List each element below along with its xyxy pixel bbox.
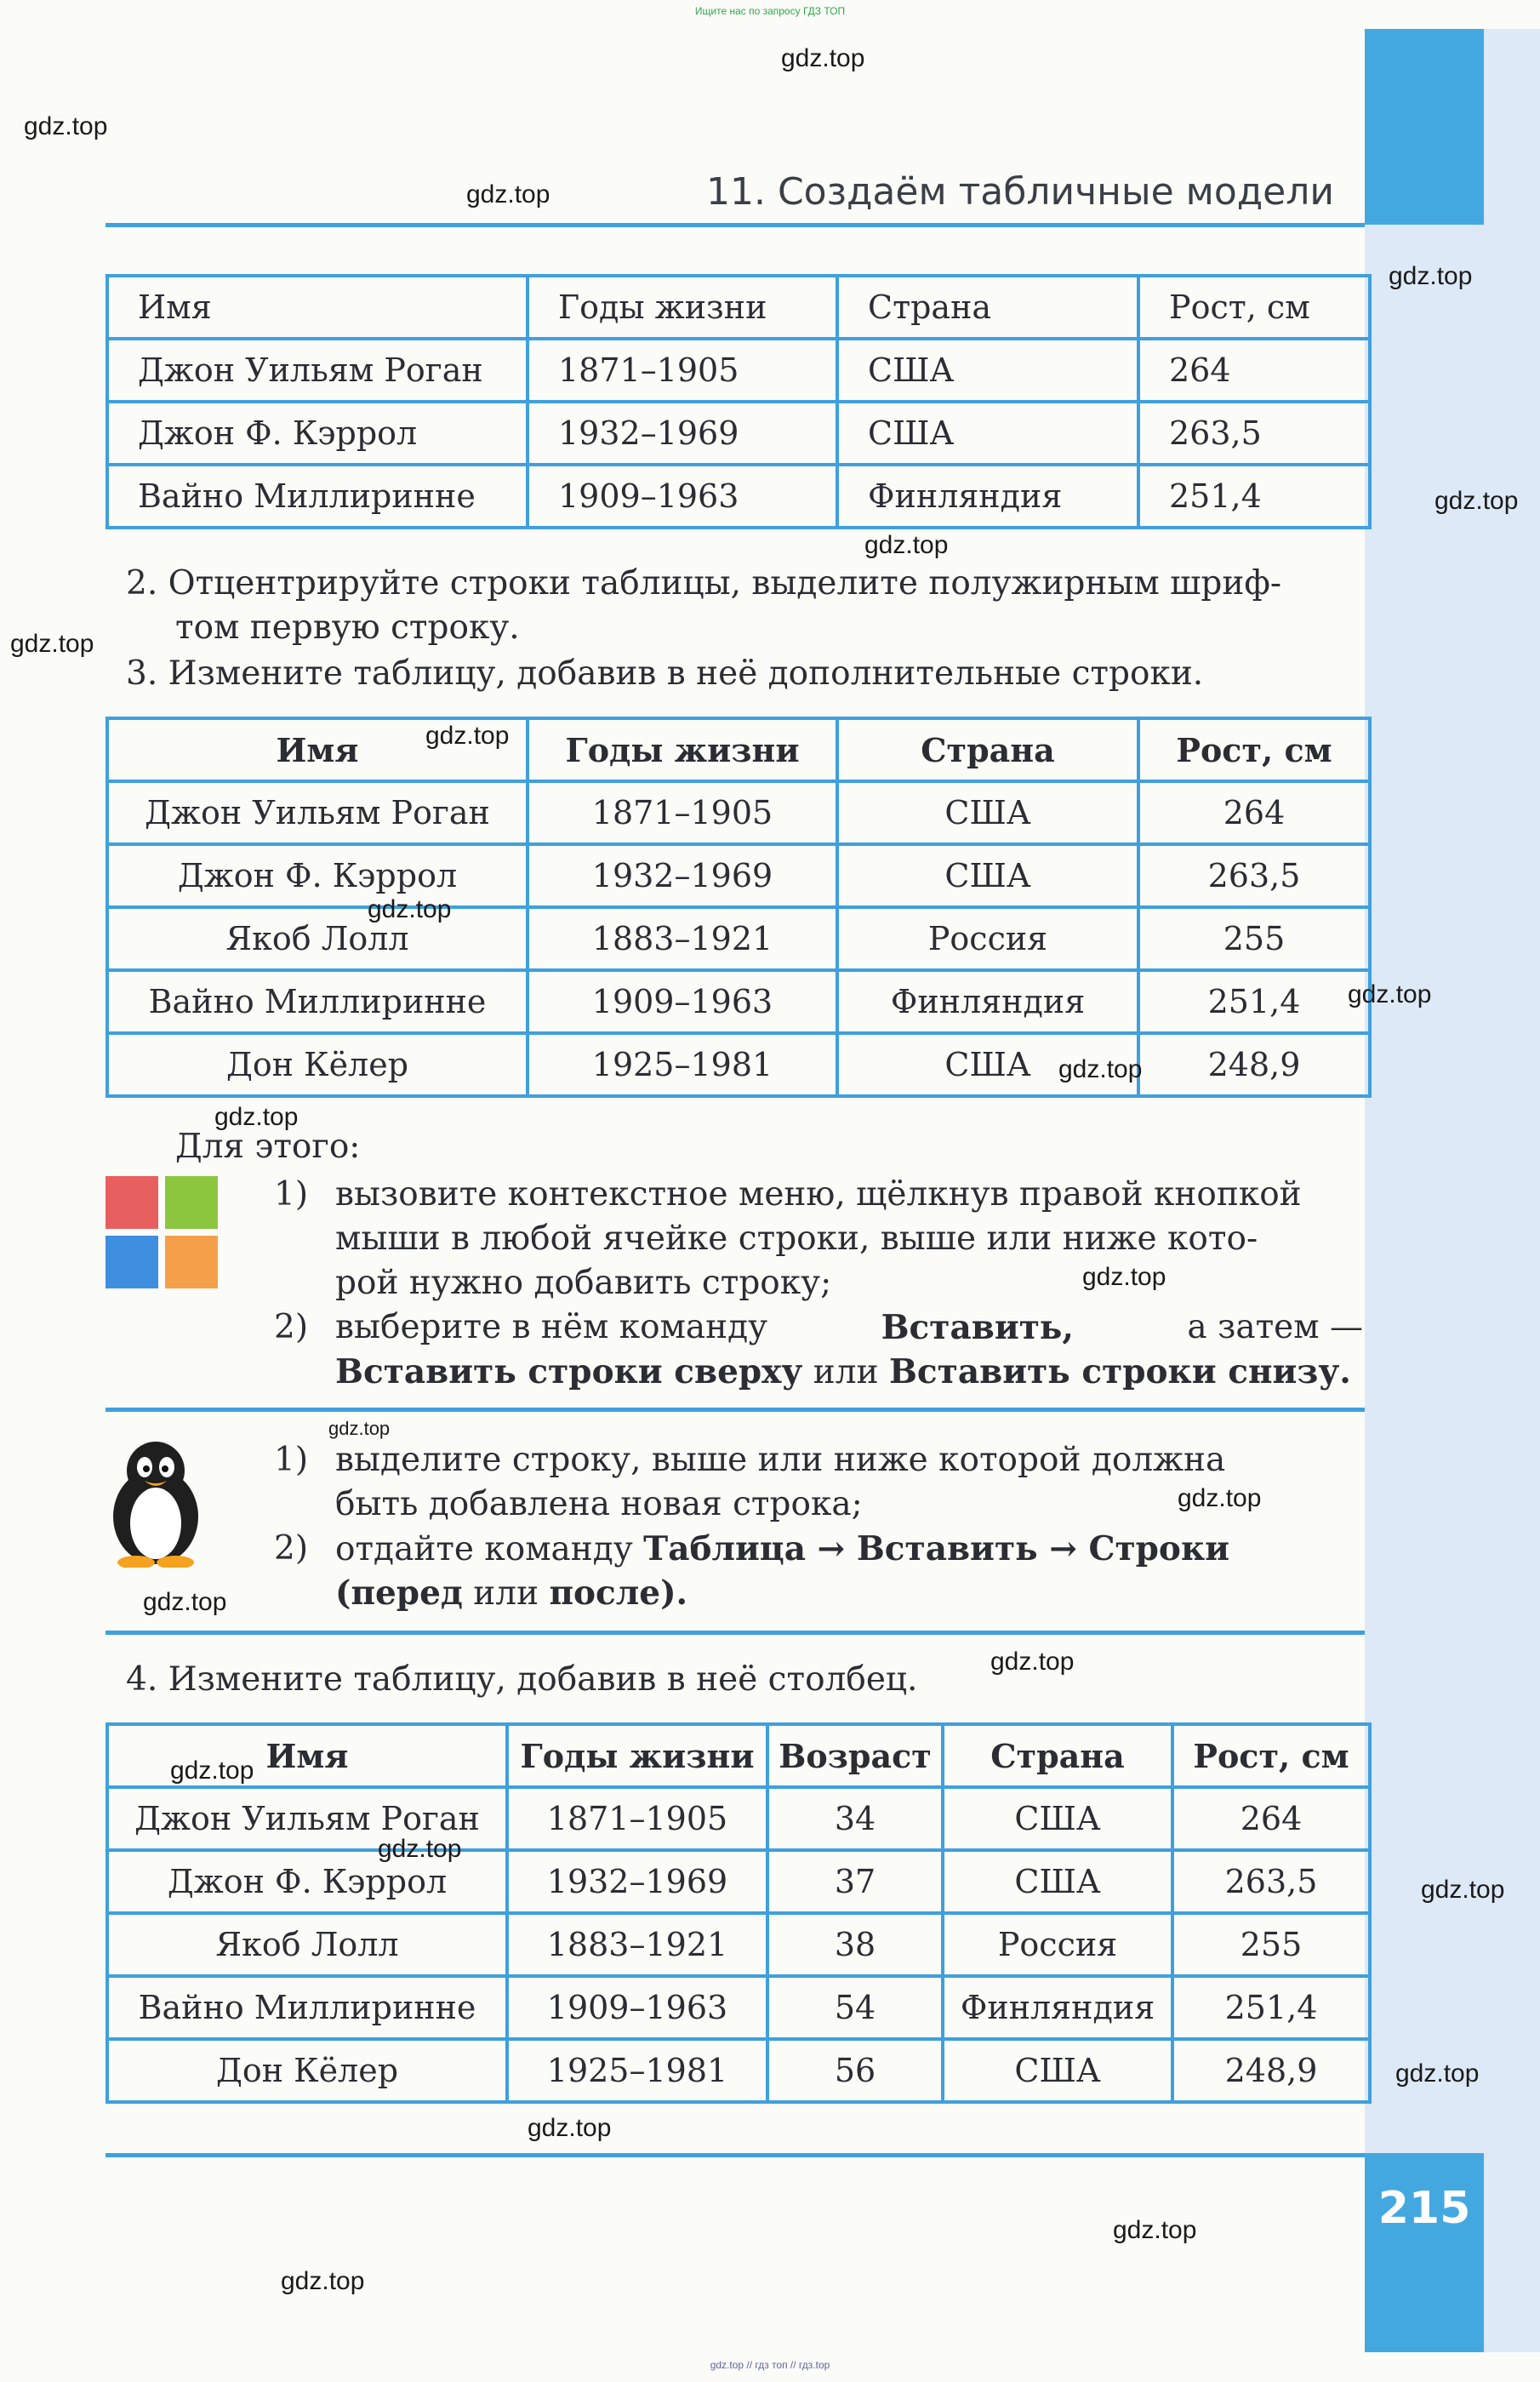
table-3-header (107, 1724, 1370, 1787)
table-cell: 251,4 (1172, 1976, 1370, 2039)
table-1 (106, 274, 1372, 529)
table-cell: 1925–1981 (507, 2039, 767, 2102)
linux-step-1-number: 1) (274, 1441, 309, 1479)
windows-step-1-line-2: мыши в любой ячейке строки, выше или ниже кото- (335, 1220, 1258, 1258)
table-cell: 263,5 (1172, 1850, 1370, 1913)
watermark: gdz.top (466, 180, 550, 208)
table-cell: 1883–1921 (528, 907, 837, 970)
table-row (107, 402, 1370, 465)
linux-step-1-line-2: быть добавлена новая строка; (335, 1485, 863, 1523)
table-cell: Джон Ф. Кэррол (107, 1850, 507, 1913)
linux-or: или (473, 1574, 539, 1613)
table-cell: 264 (1138, 781, 1370, 844)
table-3-header-cell: Возраст (767, 1724, 943, 1787)
watermark: gdz.top (781, 44, 865, 72)
table-row (107, 1976, 1370, 2039)
table-cell: США (837, 339, 1138, 402)
table-cell: 255 (1138, 907, 1370, 970)
step-2-line-1: 2. Отцентрируйте строки таблицы, выделите полужирным шриф- (126, 564, 1282, 603)
table-cell: Вайно Миллиринне (107, 1976, 507, 2039)
watermark: gdz.top (281, 2267, 365, 2295)
linux-step-2-number: 2) (274, 1529, 309, 1568)
table-cell: 1871–1905 (507, 1787, 767, 1850)
windows-step-2-insert: Вставить, (881, 1308, 1074, 1347)
table-cell: Джон Ф. Кэррол (107, 402, 528, 465)
table-1-header-cell: Рост, см (1138, 276, 1370, 339)
table-row (107, 339, 1370, 402)
table-3-header-cell: Годы жизни (507, 1724, 767, 1787)
table-cell: Вайно Миллиринне (107, 465, 528, 528)
linux-menu-path: Таблица → Вставить → Строки (643, 1529, 1230, 1568)
table-cell: 1909–1963 (507, 1976, 767, 2039)
watermark: gdz.top (328, 1418, 391, 1439)
windows-insert-below: Вставить строки снизу. (888, 1352, 1351, 1391)
watermark: gdz.top (24, 112, 108, 140)
chapter-tab (1365, 29, 1484, 225)
table-cell: 1909–1963 (528, 970, 837, 1033)
windows-step-2-then: а затем — (1187, 1308, 1363, 1346)
table-cell: 263,5 (1138, 402, 1370, 465)
watermark: gdz.top (378, 1835, 462, 1863)
table-1-header (107, 276, 1370, 339)
table-2 (106, 717, 1372, 1098)
table-1-header-cell: Имя (107, 276, 528, 339)
table-cell: 251,4 (1138, 465, 1370, 528)
header-rule (106, 223, 1365, 227)
watermark: gdz.top (990, 1648, 1075, 1676)
table-row (107, 2039, 1370, 2102)
table-2-header-cell: Годы жизни (528, 718, 837, 781)
table-cell: 1883–1921 (507, 1913, 767, 1976)
watermark: gdz.top (1082, 1263, 1166, 1291)
windows-logo-orange (165, 1236, 218, 1288)
table-cell: Джон Уильям Роган (107, 1787, 507, 1850)
table-cell: 1925–1981 (528, 1033, 837, 1096)
watermark: gdz.top (1113, 2216, 1197, 2244)
table-cell: 255 (1172, 1913, 1370, 1976)
watermark: gdz.top (425, 722, 510, 750)
watermark: gdz.top (1434, 487, 1519, 515)
step-2-line-2: том первую строку. (175, 608, 520, 647)
windows-logo-icon (106, 1176, 225, 1295)
watermark: gdz.top (214, 1103, 299, 1131)
penguin-icon (100, 1438, 211, 1568)
table-row (107, 970, 1370, 1033)
table-cell: 248,9 (1172, 2039, 1370, 2102)
table-cell: Россия (837, 907, 1138, 970)
windows-step-1-line-3: рой нужно добавить строку; (335, 1264, 832, 1302)
table-cell: 263,5 (1138, 844, 1370, 907)
table-cell: США (837, 844, 1138, 907)
table-3-header-cell: Страна (943, 1724, 1172, 1787)
table-cell: 1932–1969 (507, 1850, 767, 1913)
linux-step-2-line-2 (335, 1571, 687, 1616)
linux-step-2-line-1 (335, 1527, 1229, 1572)
table-cell: Вайно Миллиринне (107, 970, 528, 1033)
table-cell: Дон Кёлер (107, 2039, 507, 2102)
table-cell: США (837, 781, 1138, 844)
step-4: 4. Измените таблицу, добавив в неё столбец. (126, 1660, 918, 1699)
table-cell: Финляндия (837, 970, 1138, 1033)
table-cell: 54 (767, 1976, 943, 2039)
windows-logo-green (165, 1176, 218, 1229)
table-cell: Якоб Лолл (107, 907, 528, 970)
table-cell: 1871–1905 (528, 339, 837, 402)
watermark: gdz.top (368, 895, 452, 923)
page-number: 215 (1377, 2183, 1471, 2234)
table-row (107, 844, 1370, 907)
windows-step-1-line-1: вызовите контекстное меню, щёлкнув правой кнопкой (335, 1175, 1302, 1214)
footer-rule (106, 2153, 1365, 2157)
table-cell: Финляндия (837, 465, 1138, 528)
top-link[interactable]: Ищите нас по запросу ГДЗ ТОП (694, 5, 846, 17)
table-cell: 56 (767, 2039, 943, 2102)
windows-step-2-number: 2) (274, 1308, 309, 1346)
watermark: gdz.top (143, 1588, 227, 1616)
table-cell: 1932–1969 (528, 402, 837, 465)
os-divider-2 (106, 1631, 1365, 1635)
table-cell: 37 (767, 1850, 943, 1913)
table-row (107, 1033, 1370, 1096)
windows-step-1-number: 1) (274, 1175, 309, 1214)
table-1-header-cell: Страна (837, 276, 1138, 339)
table-cell: 1909–1963 (528, 465, 837, 528)
table-row (107, 781, 1370, 844)
watermark: gdz.top (1395, 2059, 1480, 2088)
table-cell: Россия (943, 1913, 1172, 1976)
os-divider-1 (106, 1408, 1365, 1412)
watermark: gdz.top (1389, 262, 1473, 290)
watermark: gdz.top (528, 2114, 612, 2142)
table-row (107, 1913, 1370, 1976)
table-2-header-cell: Страна (837, 718, 1138, 781)
table-row (107, 465, 1370, 528)
table-cell: Якоб Лолл (107, 1913, 507, 1976)
table-cell: 251,4 (1138, 970, 1370, 1033)
windows-step-2-line-2 (335, 1350, 1351, 1395)
bottom-link[interactable]: gdz.top // гдз топ // гдз.top (710, 2359, 830, 2371)
table-cell: 248,9 (1138, 1033, 1370, 1096)
table-cell: США (837, 1033, 1138, 1096)
table-row (107, 907, 1370, 970)
chapter-title: 11. Создаём табличные модели (706, 170, 1334, 214)
table-3 (106, 1722, 1372, 2104)
table-cell: США (943, 2039, 1172, 2102)
windows-insert-above: Вставить строки сверху (335, 1352, 803, 1391)
table-cell: Финляндия (943, 1976, 1172, 2039)
table-cell: 38 (767, 1913, 943, 1976)
windows-logo-blue (106, 1236, 158, 1288)
watermark: gdz.top (1058, 1055, 1143, 1083)
table-cell: Дон Кёлер (107, 1033, 528, 1096)
table-cell: США (837, 402, 1138, 465)
table-cell: Джон Уильям Роган (107, 339, 528, 402)
table-cell: США (943, 1850, 1172, 1913)
table-cell: 264 (1138, 339, 1370, 402)
table-cell: 1871–1905 (528, 781, 837, 844)
table-3-header-cell: Рост, см (1172, 1724, 1370, 1787)
windows-step-2-text: выберите в нём команду (335, 1308, 768, 1346)
linux-before: (перед (335, 1574, 463, 1613)
table-3-header-cell: Имя (107, 1724, 507, 1787)
table-cell: Джон Уильям Роган (107, 781, 528, 844)
step-3: 3. Измените таблицу, добавив в неё дополнительные строки. (126, 654, 1204, 693)
windows-logo-red (106, 1176, 158, 1229)
linux-step-2-text: отдайте команду (335, 1530, 633, 1568)
penguin-svg (100, 1438, 211, 1568)
watermark: gdz.top (1348, 980, 1432, 1008)
table-2-header (107, 718, 1370, 781)
table-1-header-cell: Годы жизни (528, 276, 837, 339)
linux-step-1-line-1: выделите строку, выше или ниже которой должна (335, 1441, 1226, 1479)
table-row (107, 1850, 1370, 1913)
table-cell: США (943, 1787, 1172, 1850)
watermark: gdz.top (170, 1757, 254, 1785)
table-2-header-cell: Рост, см (1138, 718, 1370, 781)
watermark: gdz.top (1178, 1484, 1262, 1512)
table-cell: 1932–1969 (528, 844, 837, 907)
watermark: gdz.top (10, 630, 94, 658)
side-strip (1365, 29, 1540, 2352)
table-row (107, 1787, 1370, 1850)
table-2-header-cell: Имя (107, 718, 528, 781)
watermark: gdz.top (1421, 1876, 1505, 1904)
watermark: gdz.top (864, 531, 949, 559)
for-this-label: Для этого: (175, 1128, 361, 1166)
table-cell: 34 (767, 1787, 943, 1850)
table-cell: 264 (1172, 1787, 1370, 1850)
table-cell: Джон Ф. Кэррол (107, 844, 528, 907)
windows-or: или (813, 1353, 879, 1391)
windows-step-2-line-1 (335, 1305, 1363, 1350)
linux-after: после). (549, 1574, 688, 1613)
